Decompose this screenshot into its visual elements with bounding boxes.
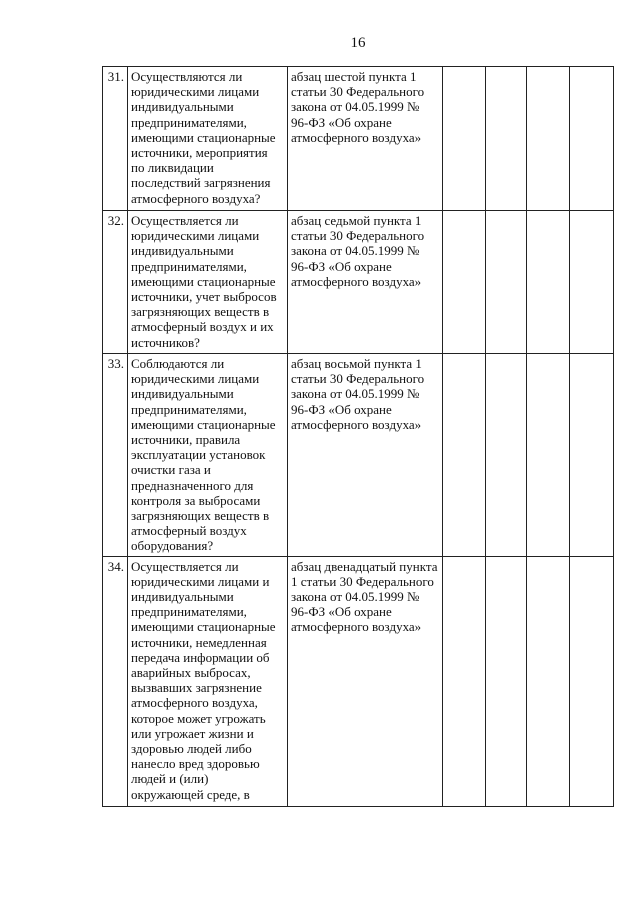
legal-reference-text: абзац седьмой пункта 1 статьи 30 Федерального закона от 04.05.1999 № 96-ФЗ «Об охране атмосферного воздуха» bbox=[291, 213, 425, 289]
note-cell bbox=[570, 67, 614, 211]
table-row bbox=[103, 67, 614, 211]
question-cell bbox=[128, 211, 288, 354]
legal-reference-cell bbox=[288, 67, 443, 211]
checklist-table bbox=[102, 66, 614, 807]
answer-na-cell bbox=[527, 67, 570, 211]
row-number: 33. bbox=[103, 354, 128, 557]
question-cell bbox=[128, 354, 288, 557]
answer-no-cell bbox=[486, 67, 527, 211]
question-cell bbox=[128, 556, 288, 806]
question-text: Осуществляются ли юридическими лицами индивидуальными предпринимателями, имеющими стационарные источники, мероприятия по ликвидации последствий загрязнения атмосферного воздуха? bbox=[131, 69, 276, 206]
row-number: 32. bbox=[103, 211, 128, 354]
answer-yes-cell bbox=[443, 67, 486, 211]
answer-yes-cell bbox=[443, 354, 486, 557]
legal-reference-text: абзац шестой пункта 1 статьи 30 Федерального закона от 04.05.1999 № 96-ФЗ «Об охране атмосферного воздуха» bbox=[291, 69, 425, 145]
table-row bbox=[103, 211, 614, 354]
question-text: Осуществляется ли юридическими лицами индивидуальными предпринимателями, имеющими стационарные источники, учет выбросов загрязняющих веществ в атмосферный воздух и их источников? bbox=[131, 213, 277, 350]
legal-reference-cell bbox=[288, 354, 443, 557]
note-cell bbox=[570, 211, 614, 354]
row-number: 34. bbox=[103, 556, 128, 806]
table-row bbox=[103, 354, 614, 557]
answer-no-cell bbox=[486, 211, 527, 354]
question-text: Соблюдаются ли юридическими лицами индивидуальными предпринимателями, имеющими стационарные источники, правила эксплуатации установок очистки газа и предназначенного для контроля за выбросами загрязняющих веществ в атмосферный воздух оборудования? bbox=[131, 356, 276, 554]
row-number: 31. bbox=[103, 67, 128, 211]
note-cell bbox=[570, 556, 614, 806]
table-row bbox=[103, 556, 614, 806]
legal-reference-cell bbox=[288, 211, 443, 354]
answer-yes-cell bbox=[443, 556, 486, 806]
question-text: Осуществляется ли юридическими лицами и индивидуальными предпринимателями, имеющими стационарные источники, немедленная передача информации об аварийных выбросах, вызвавших загрязнение атмосферного воздуха, которое может угрожать или угрожает жизни и здоровью людей либо нанесло вред здоровью людей и (или) окружающей среде, в bbox=[131, 558, 276, 802]
page-number: 16 bbox=[350, 35, 366, 51]
answer-no-cell bbox=[486, 354, 527, 557]
answer-no-cell bbox=[486, 556, 527, 806]
answer-yes-cell bbox=[443, 211, 486, 354]
note-cell bbox=[570, 354, 614, 557]
answer-na-cell bbox=[527, 556, 570, 806]
legal-reference-cell bbox=[288, 556, 443, 806]
question-cell bbox=[128, 67, 288, 211]
answer-na-cell bbox=[527, 211, 570, 354]
legal-reference-text: абзац двенадцатый пункта 1 статьи 30 Федерального закона от 04.05.1999 № 96-ФЗ «Об охране атмосферного воздуха» bbox=[291, 558, 438, 635]
legal-reference-text: абзац восьмой пункта 1 статьи 30 Федерального закона от 04.05.1999 № 96-ФЗ «Об охране атмосферного воздуха» bbox=[291, 356, 425, 432]
answer-na-cell bbox=[527, 354, 570, 557]
